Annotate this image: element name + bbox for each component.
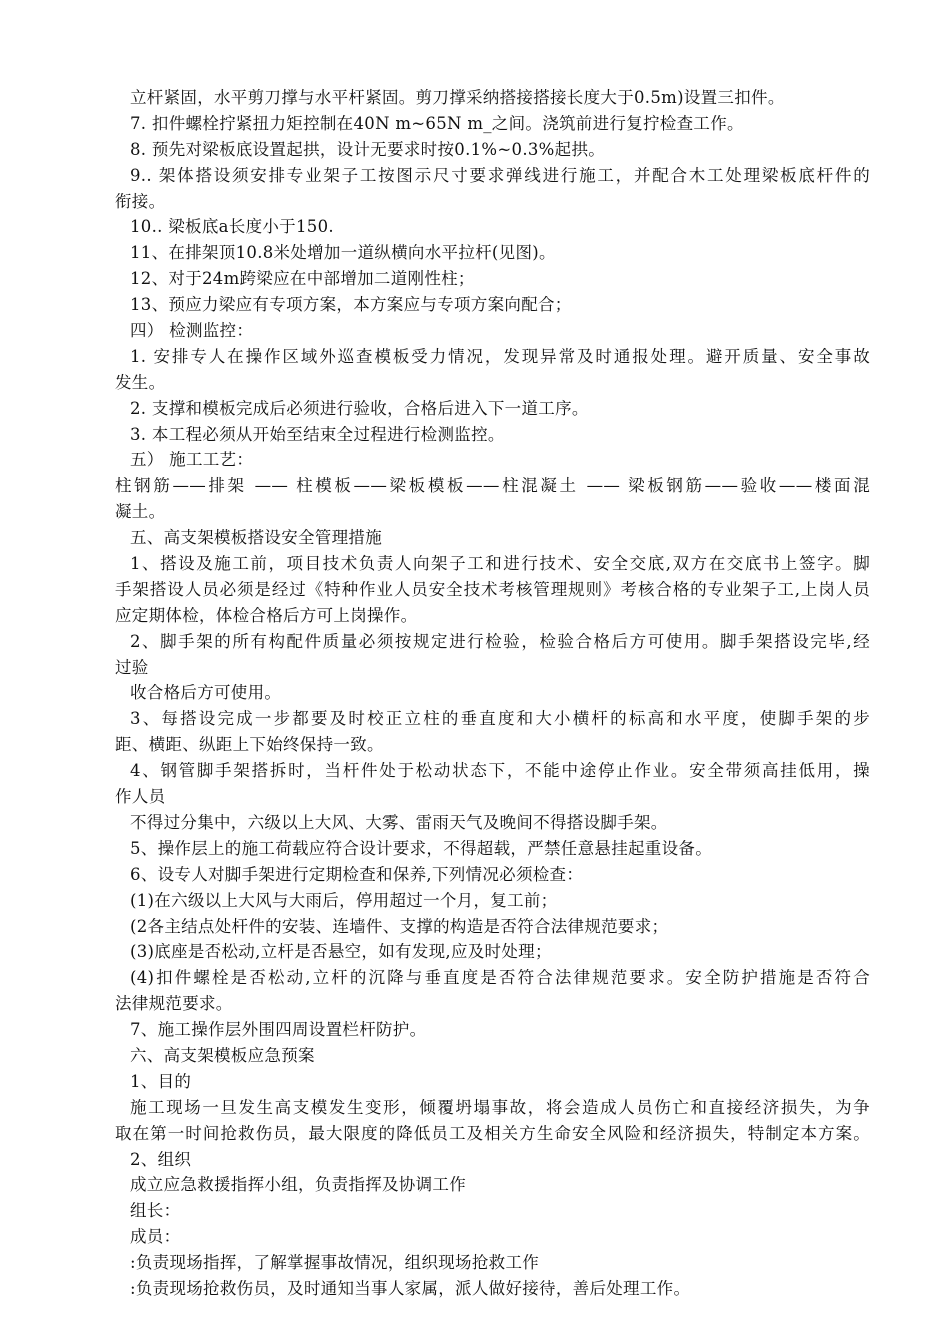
text-line: 4、钢管脚手架搭拆时，当杆件处于松动状态下，不能中途停止作业。安全带须高挂低用，操 <box>130 761 870 781</box>
text-line: 五、高支架模板搭设安全管理措施 <box>130 528 382 548</box>
text-line: 1、目的 <box>130 1071 192 1091</box>
text-line: 2、组织 <box>130 1149 192 1169</box>
text-line: 六、高支架模板应急预案 <box>130 1045 315 1065</box>
text-line: 过验 <box>115 657 149 677</box>
text-line: 成员： <box>130 1227 181 1247</box>
text-line: 四） 检测监控： <box>130 321 254 341</box>
text-line: 3. 本工程必须从开始至结束全过程进行检测监控。 <box>130 424 505 444</box>
text-line: 凝土。 <box>115 502 166 522</box>
text-line: (4)扣件螺栓是否松动,立杆的沉降与垂直度是否符合法律规范要求。安全防护措施是否符合 <box>130 968 870 988</box>
text-line: 施工现场一旦发生高支模发生变形，倾覆坍塌事故，将会造成人员伤亡和直接经济损失，为争 <box>130 1097 870 1117</box>
text-line: 1、搭设及施工前，项目技术负责人向架子工和进行技术、安全交底,双方在交底书上签字。脚 <box>130 554 870 574</box>
text-line: 距、横距、纵距上下始终保持一致。 <box>115 735 384 755</box>
text-line: 作人员 <box>115 787 166 807</box>
text-line: 5、操作层上的施工荷载应符合设计要求，不得超载，严禁任意悬挂起重设备。 <box>130 838 712 858</box>
text-line: 法律规范要求。 <box>115 994 233 1014</box>
text-line: 1. 安排专人在操作区域外巡查模板受力情况，发现异常及时通报处理。避开质量、安全事故 <box>130 346 870 366</box>
text-line: (1)在六级以上大风与大雨后，停用超过一个月，复工前； <box>130 890 558 910</box>
text-line: :负责现场抢救伤员，及时通知当事人家属，派人做好接待，善后处理工作。 <box>130 1278 691 1298</box>
text-line: 组长： <box>130 1201 181 1221</box>
text-line: (3)底座是否松动,立杆是否悬空，如有发现,应及时处理； <box>130 942 552 962</box>
text-line: 应定期体检，体检合格后方可上岗操作。 <box>115 605 418 625</box>
text-line: 成立应急救援指挥小组，负责指挥及协调工作 <box>130 1175 466 1195</box>
text-line: 发生。 <box>115 372 166 392</box>
text-line: 收合格后方可使用。 <box>130 683 282 703</box>
text-line: 12、对于24m跨梁应在中部增加二道刚性柱； <box>130 269 475 289</box>
text-line: 8. 预先对梁板底设置起拱，设计无要求时按0.1%~0.3%起拱。 <box>130 139 606 159</box>
text-line: 7、施工操作层外围四周设置栏杆防护。 <box>130 1020 427 1040</box>
text-line: 10.. 梁板底a长度小于150. <box>130 217 334 237</box>
text-line: 11、在排架顶10.8米处增加一道纵横向水平拉杆(见图)。 <box>130 243 556 263</box>
text-line: 立杆紧固，水平剪刀撑与水平杆紧固。剪刀撑采纳搭接搭接长度大于0.5m)设置三扣件。 <box>130 88 785 107</box>
text-line: 3、每搭设完成一步都要及时校正立柱的垂直度和大小横杆的标高和水平度，使脚手架的步 <box>130 709 870 729</box>
text-line: 柱钢筋——排架 —— 柱模板——梁板模板——柱混凝土 —— 梁板钢筋——验收——楼面混 <box>115 476 870 496</box>
text-line: 取在第一时间抢救伤员，最大限度的降低员工及相关方生命安全风险和经济损失，特制定本方案。 <box>115 1123 870 1143</box>
text-line: 衔接。 <box>115 191 166 211</box>
text-line: 6、设专人对脚手架进行定期检查和保养,下列情况必须检查： <box>130 864 584 884</box>
text-line: 13、预应力梁应有专项方案，本方案应与专项方案向配合； <box>130 295 572 315</box>
text-line: 9.. 架体搭设须安排专业架子工按图示尺寸要求弹线进行施工，并配合木工处理梁板底杆件的 <box>130 165 870 185</box>
document-page <box>0 85 950 1302</box>
text-line: 7. 扣件螺栓拧紧扭力矩控制在40N m~65N m_之间。浇筑前进行复拧检查工作。 <box>130 113 744 133</box>
text-line: 不得过分集中，六级以上大风、大雾、雷雨天气及晚间不得搭设脚手架。 <box>130 812 668 832</box>
text-line: (2各主结点处杆件的安装、连墙件、支撑的构造是否符合法律规范要求； <box>130 916 669 936</box>
text-line: :负责现场指挥，了解掌握事故情况，组织现场抢救工作 <box>130 1253 540 1273</box>
text-line: 2. 支撑和模板完成后必须进行验收，合格后进入下一道工序。 <box>130 398 589 418</box>
text-line: 五） 施工工艺： <box>130 450 254 470</box>
text-line: 手架搭设人员必须是经过《特种作业人员安全技术考核管理规则》考核合格的专业架子工,上岗人员 <box>115 579 870 599</box>
text-line: 2、脚手架的所有构配件质量必须按规定进行检验，检验合格后方可使用。脚手架搭设完毕,经 <box>130 631 870 651</box>
